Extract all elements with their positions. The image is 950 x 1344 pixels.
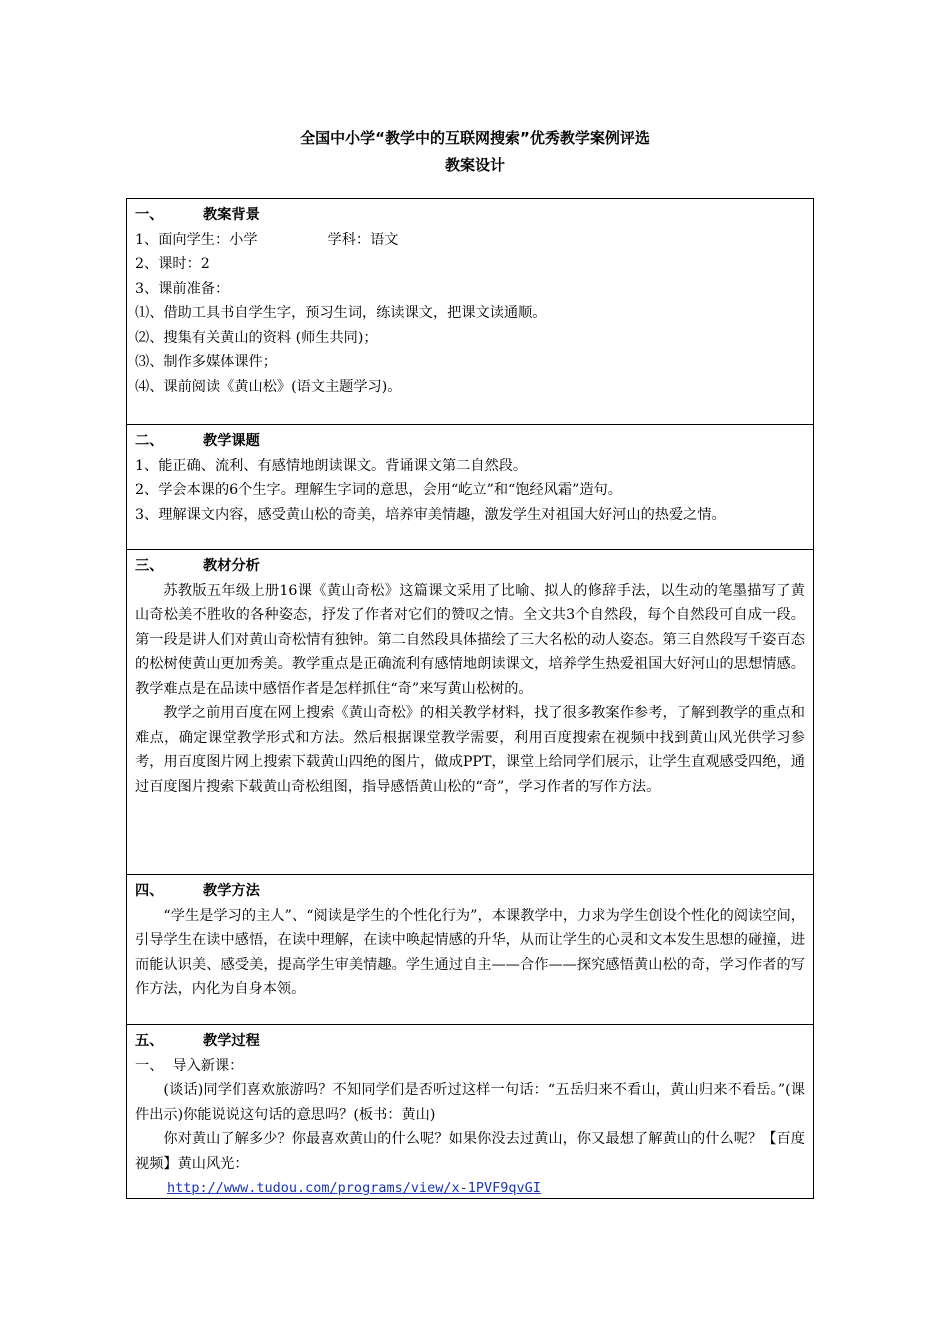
document-subtitle: 教案设计 [444, 156, 505, 174]
section-background [127, 199, 813, 425]
text-line: 2、课时：2 [135, 256, 210, 272]
section-heading: 四、 教学方法 [135, 883, 260, 899]
lesson-plan-table [126, 198, 814, 1199]
video-link[interactable]: http://www.tudou.com/programs/view/x-1PVF9qvGI [167, 1180, 541, 1196]
section-material-analysis [127, 550, 813, 875]
text-line: 1、能正确、流利、有感情地朗读课文。背诵课文第二自然段。 [135, 457, 528, 474]
document-title: 全国中小学“教学中的互联网搜索”优秀教学案例评选 [300, 129, 650, 147]
text-line: ⑷、课前阅读《黄山松》(语文主题学习)。 [135, 378, 402, 395]
paragraph: (谈话)同学们喜欢旅游吗？不知同学们是否听过这样一句话：“五岳归来不看山，黄山归来不看岳。”(课件出示)你能说说这句话的意思吗？(板书：黄山) [135, 1082, 805, 1123]
section-heading: 一、 教案背景 [135, 207, 260, 223]
text-line: 2、学会本课的6个生字。理解生字词的意思，会用“屹立”和“饱经风霜”造句。 [135, 482, 622, 498]
paragraph: 苏教版五年级上册16课《黄山奇松》这篇课文采用了比喻、拟人的修辞手法，以生动的笔墨描写了黄山奇松美不胜收的各种姿态，抒发了作者对它们的赞叹之情。全文共3个自然段，每个自然段可自成一段。第一段是讲人们对黄山奇松情有独钟。第二自然段具体描绘了三大名松的动人姿态。第三自然段写千姿百态的松树使黄山更加秀美。教学重点是正确流利有感情地朗读课文，培养学生热爱祖国大好河山的思想情感。教学难点是在品读中感悟作者是怎样抓住“奇”来写黄山松树的。 [135, 582, 805, 697]
section-topic [127, 425, 813, 550]
subheading: 一、 导入新课： [135, 1057, 244, 1074]
section-teaching-process [127, 1025, 813, 1198]
section-teaching-method [127, 875, 813, 1025]
text-line: 3、理解课文内容，感受黄山松的奇美，培养审美情趣，激发学生对祖国大好河山的热爱之情。 [135, 506, 726, 523]
section-heading: 五、 教学过程 [135, 1033, 260, 1049]
text-line: ⑴、借助工具书自学生字，预习生词，练读课文，把课文读通顺。 [135, 305, 547, 321]
text-line: 3、课前准备： [135, 280, 230, 297]
text-line: ⑵、搜集有关黄山的资料 (师生共同)； [135, 329, 378, 346]
section-heading: 三、 教材分析 [135, 558, 260, 574]
section-heading: 二、 教学课题 [135, 433, 260, 449]
text-line: ⑶、制作多媒体课件； [135, 354, 277, 370]
paragraph: 你对黄山了解多少？你最喜欢黄山的什么呢？如果你没去过黄山，你又最想了解黄山的什么呢？【百度视频】黄山风光： [135, 1131, 805, 1172]
paragraph: “学生是学习的主人”、“阅读是学生的个性化行为”，本课教学中，力求为学生创设个性化的阅读空间，引导学生在读中感悟，在读中理解，在读中唤起情感的升华，从而让学生的心灵和文本发生思想的碰撞，进而能认识美、感受美，提高学生审美情趣。学生通过自主——合作——探究感悟黄山松的奇，学习作者的写作方法，内化为自身本领。 [135, 907, 805, 997]
text-line: 1、面向学生：小学 学科：语文 [135, 231, 399, 248]
paragraph: 教学之前用百度在网上搜索《黄山奇松》的相关教学材料，找了很多教案作参考，了解到教学的重点和难点，确定课堂教学形式和方法。然后根据课堂教学需要，利用百度搜索在视频中找到黄山风光供学习参考，用百度图片网上搜索下载黄山四绝的图片，做成PPT，课堂上给同学们展示，让学生直观感受四绝，通过百度图片搜索下载黄山奇松组图，指导感悟黄山松的“奇”，学习作者的写作方法。 [135, 705, 805, 795]
